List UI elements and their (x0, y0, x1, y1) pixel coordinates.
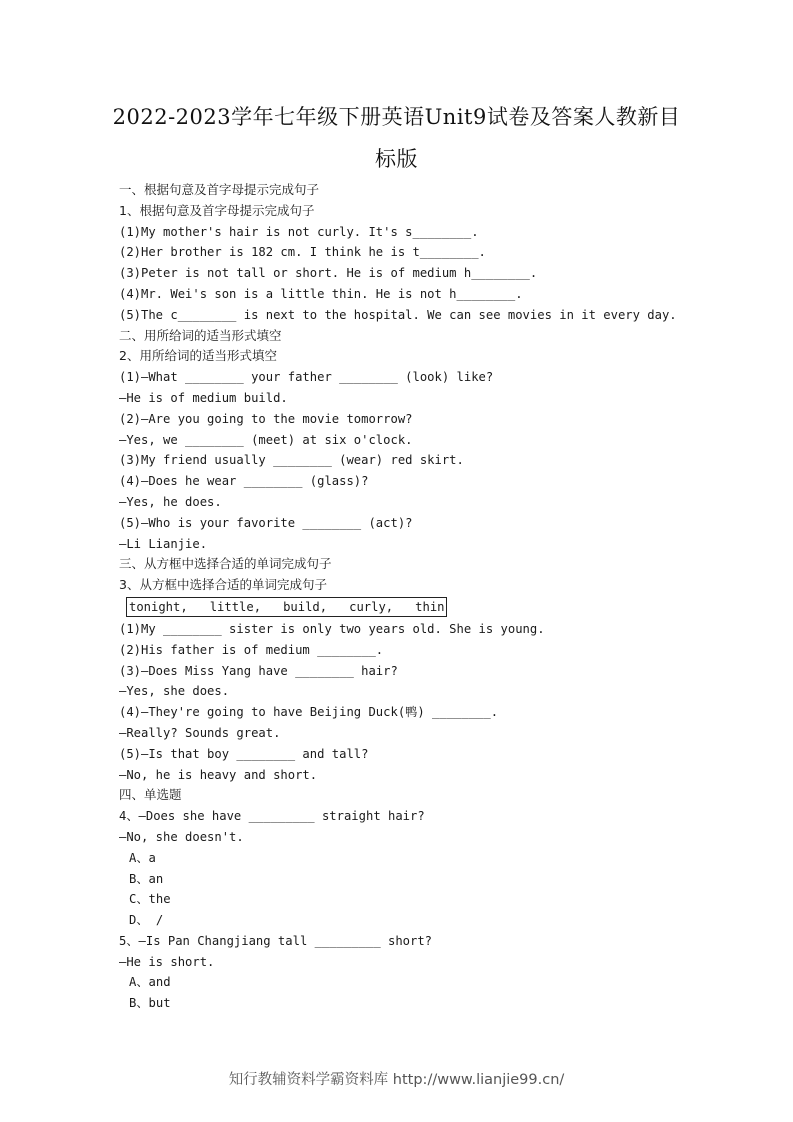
word-box: tonight, little, build, curly, thin (126, 597, 447, 617)
answer-option: C、the (129, 892, 171, 907)
answer-option: A、and (129, 975, 171, 990)
section-heading: 3、从方框中选择合适的单词完成句子 (119, 577, 327, 593)
question-line: (2)—Are you going to the movie tomorrow? (119, 411, 413, 426)
question-line: (3)Peter is not tall or short. He is of medium h________. (119, 266, 538, 281)
section-heading: 1、根据句意及首字母提示完成句子 (119, 202, 315, 218)
question-line: (5)The c________ is next to the hospital. We can see movies in it every day. (119, 307, 677, 322)
section-heading: 一、根据句意及首字母提示完成句子 (119, 182, 320, 197)
question-line: (4)—Does he wear ________ (glass)? (119, 474, 369, 489)
question-line: 5、—Is Pan Changjiang tall _________ short? (119, 933, 433, 948)
answer-option: B、but (129, 996, 171, 1011)
document-title-line-2: 标版 (375, 147, 418, 171)
question-line: 4、—Does she have _________ straight hair? (119, 809, 425, 824)
question-line: —No, he is heavy and short. (119, 767, 318, 782)
question-line: (2)Her brother is 182 cm. I think he is t________. (119, 245, 486, 260)
question-line: —Yes, we ________ (meet) at six o'clock. (119, 432, 413, 447)
question-line: (1)My ________ sister is only two years old. She is young. (119, 621, 545, 636)
question-line: (4)Mr. Wei's son is a little thin. He is not h________. (119, 286, 523, 301)
question-line: —He is short. (119, 954, 215, 969)
document-title-line-1: 2022-2023学年七年级下册英语Unit9试卷及答案人教新目 (112, 105, 681, 129)
answer-option: B、an (129, 871, 164, 886)
section-heading: 三、从方框中选择合适的单词完成句子 (119, 556, 332, 572)
question-line: —He is of medium build. (119, 390, 288, 405)
question-line: —Yes, she does. (119, 684, 230, 699)
question-line: —Really? Sounds great. (119, 725, 281, 740)
question-line: (3)—Does Miss Yang have ________ hair? (119, 663, 398, 678)
footer-watermark: 知行教辅资料学霸资料库 http://www.lianjie99.cn/ (228, 1072, 565, 1088)
question-line: —Li Lianjie. (119, 536, 208, 551)
answer-option: A、a (129, 850, 156, 865)
question-line: (5)—Who is your favorite ________ (act)? (119, 515, 413, 530)
question-line: (2)His father is of medium ________. (119, 642, 384, 657)
section-heading: 四、单选题 (119, 787, 182, 803)
question-line: (5)—Is that boy ________ and tall? (119, 746, 369, 761)
section-heading: 2、用所给词的适当形式填空 (119, 348, 277, 364)
word-box-row (119, 596, 679, 619)
document-body (119, 180, 679, 1014)
section-heading: 二、用所给词的适当形式填空 (119, 327, 282, 343)
question-line: (3)My friend usually ________ (wear) red skirt. (119, 453, 464, 468)
question-line: —No, she doesn't. (119, 829, 244, 844)
question-line: (1)—What ________ your father ________ (look) like? (119, 370, 494, 385)
answer-option: D、 / (129, 913, 164, 928)
question-line: (4)—They're going to have Beijing Duck(鸭) ________. (119, 705, 499, 720)
question-line: (1)My mother's hair is not curly. It's s________. (119, 224, 479, 239)
question-line: —Yes, he does. (119, 494, 222, 509)
